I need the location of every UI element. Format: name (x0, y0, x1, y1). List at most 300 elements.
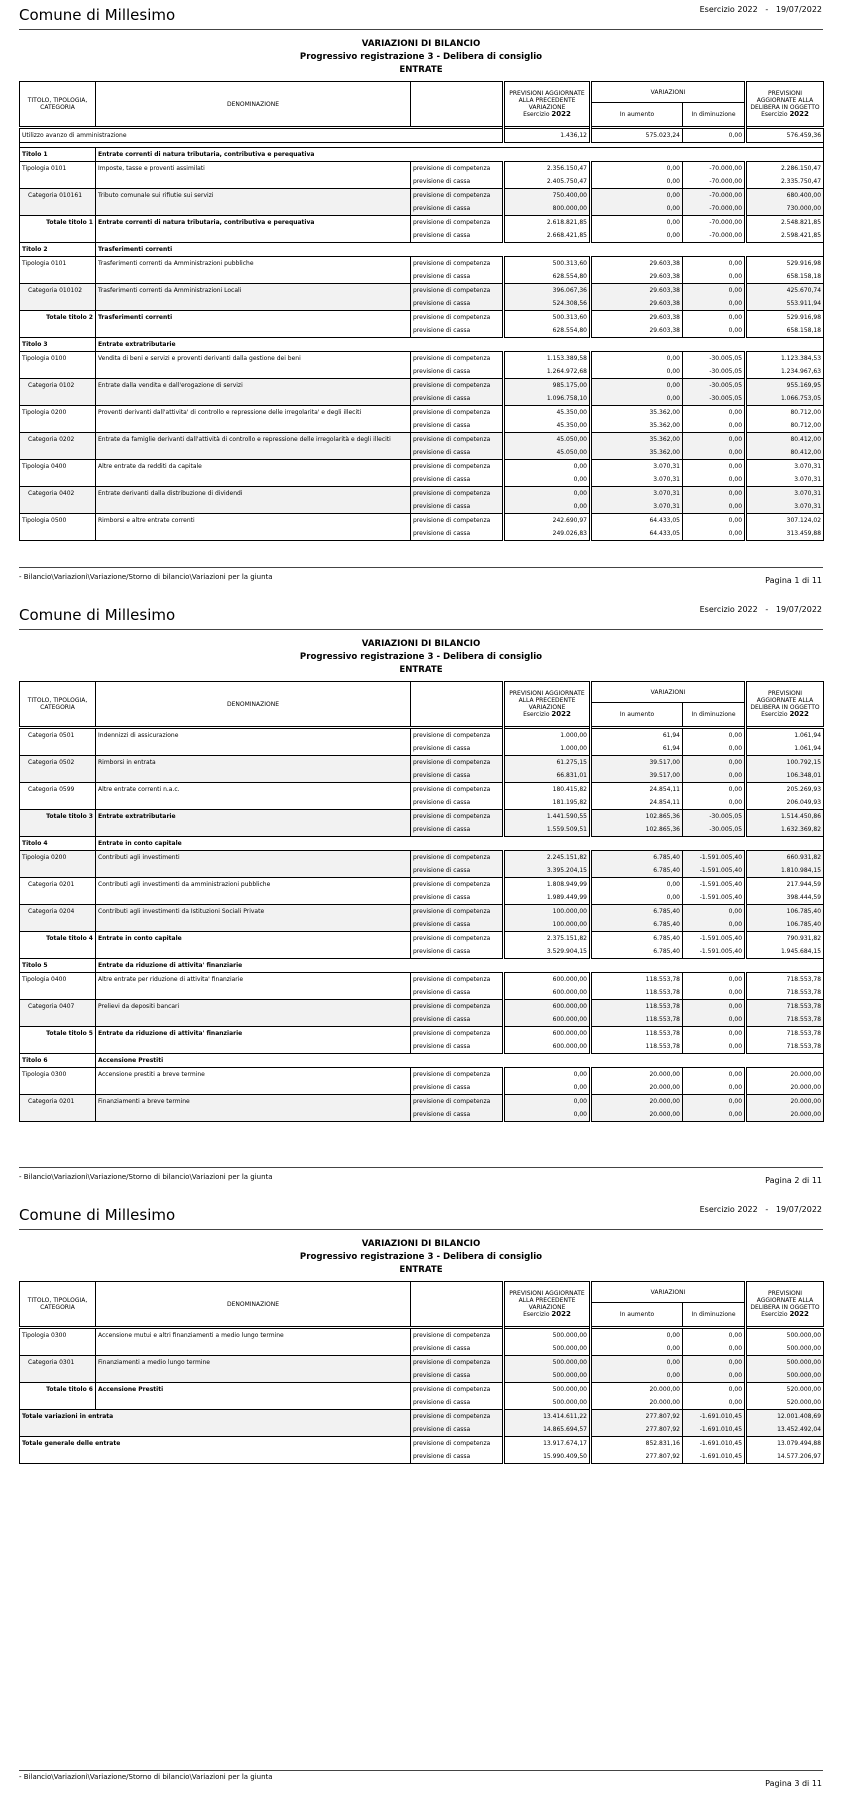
cell-prev-precedente: 600.000,00 (504, 1013, 591, 1027)
cell-in-aumento: 29.603,38 (591, 324, 683, 338)
cell-in-aumento: 0,00 (591, 1328, 683, 1343)
col-denominazione: DENOMINAZIONE (96, 682, 411, 728)
table-row (20, 487, 824, 501)
cell-in-aumento: 61,94 (591, 728, 683, 743)
table-row (20, 1000, 824, 1014)
row-label: Titolo 2 (20, 243, 96, 257)
row-label-empty (20, 742, 96, 756)
cell-in-diminuzione: 0,00 (683, 1369, 746, 1383)
row-label-empty (20, 365, 96, 379)
row-tipo-previsione: previsione di competenza (411, 1410, 504, 1424)
cell-prev-precedente: 600.000,00 (504, 1000, 591, 1014)
cell-in-aumento: 0,00 (591, 878, 683, 892)
row-denominazione: Contributi agli investimenti da Istituzioni Sociali Private (96, 905, 411, 919)
cell-in-aumento: 29.603,38 (591, 297, 683, 311)
cell-in-aumento: 35.362,00 (591, 419, 683, 433)
row-denominazione: Finanziamenti a medio lungo termine (96, 1356, 411, 1370)
table-row (20, 769, 824, 783)
cell-prev-delibera: 425.670,74 (746, 284, 824, 298)
header-divider (19, 1229, 823, 1230)
cell-in-diminuzione: 0,00 (683, 1013, 746, 1027)
cell-prev-delibera: 80.712,00 (746, 419, 824, 433)
row-label: Tipologia 0400 (20, 973, 96, 987)
cell-prev-precedente: 249.026,83 (504, 527, 591, 541)
cell-in-aumento: 0,00 (591, 216, 683, 230)
col-denominazione: DENOMINAZIONE (96, 82, 411, 128)
table-row (20, 1450, 824, 1464)
row-label-empty (20, 297, 96, 311)
cell-prev-precedente: 61.275,15 (504, 756, 591, 770)
row-label: Totale generale delle entrate (20, 1437, 411, 1451)
row-denominazione: Entrate derivanti dalla distribuzione di dividendi (96, 487, 411, 501)
cell-prev-delibera: 398.444,59 (746, 891, 824, 905)
cell-in-diminuzione: -70.000,00 (683, 175, 746, 189)
row-denominazione: Utilizzo avanzo di amministrazione (20, 128, 504, 143)
row-label-empty (20, 1369, 96, 1383)
row-tipo-previsione: previsione di cassa (411, 1342, 504, 1356)
row-label: Tipologia 0400 (20, 460, 96, 474)
row-tipo-previsione: previsione di cassa (411, 1040, 504, 1054)
cell-prev-delibera: 660.931,82 (746, 851, 824, 865)
row-tipo-previsione: previsione di competenza (411, 1356, 504, 1370)
cell-in-aumento: 118.553,78 (591, 1000, 683, 1014)
row-denominazione: Rimborsi in entrata (96, 756, 411, 770)
cell-in-diminuzione: 0,00 (683, 1342, 746, 1356)
cell-in-aumento: 3.070,31 (591, 460, 683, 474)
cell-in-diminuzione: 0,00 (683, 905, 746, 919)
table-row (20, 918, 824, 932)
row-denominazione: Accensione mutui e altri finanziamenti a medio lungo termine (96, 1328, 411, 1343)
cell-in-aumento: 24.854,11 (591, 796, 683, 810)
cell-in-diminuzione: -1.691.010,45 (683, 1410, 746, 1424)
table-row (20, 756, 824, 770)
cell-prev-precedente: 0,00 (504, 473, 591, 487)
row-tipo-previsione: previsione di cassa (411, 270, 504, 284)
cell-prev-precedente: 1.441.590,55 (504, 810, 591, 824)
cell-in-aumento: 0,00 (591, 189, 683, 203)
esercizio-date: Esercizio 2022 - 19/07/2022 (699, 1205, 822, 1214)
row-denominazione: Entrate correnti di natura tributaria, contributiva e perequativa (96, 148, 824, 162)
cell-prev-delibera: 1.066.753,05 (746, 392, 824, 406)
row-denominazione: Altre entrate per riduzione di attivita' finanziarie (96, 973, 411, 987)
table-row (20, 284, 824, 298)
cell-in-diminuzione: 0,00 (683, 433, 746, 447)
cell-in-aumento: 35.362,00 (591, 446, 683, 460)
cell-prev-delibera: 520.000,00 (746, 1396, 824, 1410)
row-denominazione: Altre entrate correnti n.a.c. (96, 783, 411, 797)
row-denominazione: Contributi agli investimenti (96, 851, 411, 865)
cell-in-diminuzione: 0,00 (683, 406, 746, 420)
table-row (20, 352, 824, 366)
row-tipo-previsione: previsione di cassa (411, 796, 504, 810)
table-row (20, 728, 824, 743)
cell-prev-precedente: 500.000,00 (504, 1328, 591, 1343)
cell-in-aumento: 852.831,16 (591, 1437, 683, 1451)
row-label-empty (20, 229, 96, 243)
row-tipo-previsione: previsione di cassa (411, 392, 504, 406)
row-label: Titolo 6 (20, 1054, 96, 1068)
row-denominazione-empty (96, 1342, 411, 1356)
cell-prev-precedente: 3.529.904,15 (504, 945, 591, 959)
row-tipo-previsione: previsione di cassa (411, 175, 504, 189)
row-tipo-previsione: previsione di cassa (411, 1013, 504, 1027)
row-label: Categoria 0599 (20, 783, 96, 797)
col-prev-delibera: PREVISIONI AGGIORNATE ALLA DELIBERA IN OGGETTO Esercizio 2022 (746, 682, 824, 728)
table-row (20, 1013, 824, 1027)
cell-in-diminuzione: 0,00 (683, 297, 746, 311)
row-denominazione-empty (96, 473, 411, 487)
cell-prev-delibera: 529.916,98 (746, 311, 824, 325)
cell-prev-precedente: 500.000,00 (504, 1369, 591, 1383)
cell-in-diminuzione: 0,00 (683, 311, 746, 325)
page-3 (0, 1200, 842, 1798)
row-denominazione: Trasferimenti correnti (96, 243, 824, 257)
cell-prev-delibera: 553.911,94 (746, 297, 824, 311)
cell-prev-precedente: 13.917.674,17 (504, 1437, 591, 1451)
footer-divider (19, 1770, 823, 1771)
page-number: Pagina 3 di 11 (765, 1779, 822, 1788)
row-tipo-previsione: previsione di competenza (411, 189, 504, 203)
row-tipo-previsione: previsione di competenza (411, 973, 504, 987)
row-label: Categoria 0501 (20, 728, 96, 743)
cell-prev-precedente: 45.050,00 (504, 433, 591, 447)
table-row (20, 270, 824, 284)
cell-in-aumento: 118.553,78 (591, 973, 683, 987)
cell-in-aumento: 64.433,05 (591, 514, 683, 528)
cell-in-aumento: 29.603,38 (591, 284, 683, 298)
row-denominazione-empty (96, 270, 411, 284)
row-label-empty (20, 1081, 96, 1095)
cell-prev-precedente: 2.356.150,47 (504, 162, 591, 176)
table-row (20, 878, 824, 892)
cell-prev-delibera: 12.001.408,69 (746, 1410, 824, 1424)
cell-prev-precedente: 180.415,82 (504, 783, 591, 797)
row-label: Totale titolo 2 (20, 311, 96, 325)
table-row (20, 527, 824, 541)
cell-in-diminuzione: -1.591.005,40 (683, 878, 746, 892)
row-tipo-previsione: previsione di competenza (411, 810, 504, 824)
cell-in-aumento: 3.070,31 (591, 500, 683, 514)
cell-prev-precedente: 1.153.389,58 (504, 352, 591, 366)
row-tipo-previsione: previsione di cassa (411, 1108, 504, 1122)
row-tipo-previsione: previsione di competenza (411, 1383, 504, 1397)
row-tipo-previsione: previsione di competenza (411, 851, 504, 865)
table-row (20, 1328, 824, 1343)
row-tipo-previsione: previsione di competenza (411, 460, 504, 474)
cell-in-aumento: 6.785,40 (591, 918, 683, 932)
row-label-empty (20, 918, 96, 932)
cell-prev-precedente: 600.000,00 (504, 973, 591, 987)
cell-prev-precedente: 600.000,00 (504, 1040, 591, 1054)
table-row (20, 810, 824, 824)
cell-in-diminuzione: 0,00 (683, 796, 746, 810)
row-denominazione-empty (96, 365, 411, 379)
col-tipo-previsione (411, 1282, 504, 1328)
table-row (20, 1027, 824, 1041)
table-row (20, 460, 824, 474)
cell-prev-delibera: 3.070,31 (746, 500, 824, 514)
cell-prev-precedente: 2.668.421,85 (504, 229, 591, 243)
table-row (20, 1437, 824, 1451)
row-label-empty (20, 527, 96, 541)
row-label: Categoria 0402 (20, 487, 96, 501)
cell-in-diminuzione: 0,00 (683, 1081, 746, 1095)
row-label-empty (20, 1423, 411, 1437)
row-label: Totale titolo 4 (20, 932, 96, 946)
cell-in-aumento: 118.553,78 (591, 986, 683, 1000)
cell-in-aumento: 20.000,00 (591, 1108, 683, 1122)
row-label: Titolo 3 (20, 338, 96, 352)
row-label: Categoria 0102 (20, 379, 96, 393)
col-variazioni: VARIAZIONI (591, 682, 746, 703)
cell-prev-precedente: 100.000,00 (504, 918, 591, 932)
table-row (20, 973, 824, 987)
row-label: Totale titolo 5 (20, 1027, 96, 1041)
cell-in-diminuzione: 0,00 (683, 1328, 746, 1343)
cell-prev-precedente: 0,00 (504, 487, 591, 501)
col-denominazione: DENOMINAZIONE (96, 1282, 411, 1328)
cell-in-aumento: 64.433,05 (591, 527, 683, 541)
cell-in-aumento: 3.070,31 (591, 473, 683, 487)
row-denominazione: Prelievi da depositi bancari (96, 1000, 411, 1014)
cell-in-aumento: 6.785,40 (591, 851, 683, 865)
cell-in-aumento: 6.785,40 (591, 905, 683, 919)
cell-prev-delibera: 718.553,78 (746, 1040, 824, 1054)
cell-in-diminuzione: -30.005,05 (683, 379, 746, 393)
doc-title: VARIAZIONI DI BILANCIO (361, 1239, 481, 1249)
cell-prev-delibera: 20.000,00 (746, 1081, 824, 1095)
cell-in-diminuzione: 0,00 (683, 1027, 746, 1041)
cell-prev-precedente: 0,00 (504, 1095, 591, 1109)
row-tipo-previsione: previsione di cassa (411, 365, 504, 379)
cell-prev-precedente: 524.308,56 (504, 297, 591, 311)
cell-in-aumento: 0,00 (591, 202, 683, 216)
cell-in-diminuzione: 0,00 (683, 460, 746, 474)
cell-in-aumento: 277.807,92 (591, 1450, 683, 1464)
row-tipo-previsione: previsione di cassa (411, 1081, 504, 1095)
table-row (20, 1423, 824, 1437)
row-label: Titolo 4 (20, 837, 96, 851)
row-denominazione-empty (96, 769, 411, 783)
row-tipo-previsione: previsione di cassa (411, 419, 504, 433)
cell-in-aumento: 20.000,00 (591, 1383, 683, 1397)
row-tipo-previsione: previsione di cassa (411, 1396, 504, 1410)
variazioni-table (19, 1281, 824, 1464)
cell-prev-precedente: 45.050,00 (504, 446, 591, 460)
cell-prev-precedente: 396.067,36 (504, 284, 591, 298)
row-label: Totale titolo 6 (20, 1383, 96, 1397)
row-tipo-previsione: previsione di competenza (411, 379, 504, 393)
row-label-empty (20, 419, 96, 433)
cell-in-aumento: 20.000,00 (591, 1068, 683, 1082)
doc-title: VARIAZIONI DI BILANCIO (361, 39, 481, 49)
row-denominazione: Entrate in conto capitale (96, 837, 824, 851)
row-denominazione: Accensione prestiti a breve termine (96, 1068, 411, 1082)
row-tipo-previsione: previsione di competenza (411, 487, 504, 501)
cell-prev-precedente: 800.000,00 (504, 202, 591, 216)
cell-in-aumento: 0,00 (591, 1356, 683, 1370)
header-divider (19, 629, 823, 630)
cell-prev-delibera: 1.945.684,15 (746, 945, 824, 959)
row-denominazione-empty (96, 823, 411, 837)
document-titles (19, 638, 823, 677)
cell-in-aumento: 102.865,36 (591, 823, 683, 837)
cell-in-aumento: 0,00 (591, 891, 683, 905)
cell-in-aumento: 0,00 (591, 1369, 683, 1383)
row-denominazione-empty (96, 175, 411, 189)
table-row (20, 473, 824, 487)
cell-prev-delibera: 80.412,00 (746, 433, 824, 447)
doc-subtitle: Progressivo registrazione 3 - Delibera di consiglio (299, 1252, 543, 1262)
row-denominazione: Trasferimenti correnti da Amministrazioni Locali (96, 284, 411, 298)
row-denominazione: Imposte, tasse e proventi assimilati (96, 162, 411, 176)
row-label-empty (20, 392, 96, 406)
cell-in-diminuzione: 0,00 (683, 419, 746, 433)
row-tipo-previsione: previsione di cassa (411, 986, 504, 1000)
cell-prev-precedente: 628.554,80 (504, 270, 591, 284)
row-tipo-previsione: previsione di cassa (411, 229, 504, 243)
cell-prev-delibera: 2.548.821,85 (746, 216, 824, 230)
cell-prev-delibera: 2.335.750,47 (746, 175, 824, 189)
table-row (20, 419, 824, 433)
row-label: Totale variazioni in entrata (20, 1410, 411, 1424)
row-tipo-previsione: previsione di competenza (411, 257, 504, 271)
table-row (20, 128, 824, 143)
titolo-row (20, 837, 824, 851)
cell-in-aumento: 3.070,31 (591, 487, 683, 501)
cell-prev-delibera: 206.049,93 (746, 796, 824, 810)
cell-prev-delibera: 313.459,88 (746, 527, 824, 541)
table-row (20, 905, 824, 919)
row-denominazione-empty (96, 945, 411, 959)
col-prev-precedente: PREVISIONI AGGIORNATE ALLA PRECEDENTE VARIAZIONE Esercizio 2022 (504, 1282, 591, 1328)
cell-in-aumento: 35.362,00 (591, 433, 683, 447)
row-label-empty (20, 324, 96, 338)
cell-in-aumento: 39.517,00 (591, 756, 683, 770)
row-tipo-previsione: previsione di competenza (411, 1068, 504, 1082)
cell-prev-delibera: 106.785,40 (746, 905, 824, 919)
table-row (20, 257, 824, 271)
cell-prev-delibera: 718.553,78 (746, 973, 824, 987)
row-denominazione: Entrate extratributarie (96, 338, 824, 352)
cell-in-diminuzione: 0,00 (683, 324, 746, 338)
cell-prev-delibera: 718.553,78 (746, 1013, 824, 1027)
table-row (20, 365, 824, 379)
col-titolo: TITOLO, TIPOLOGIA, CATEGORIA (20, 682, 96, 728)
row-denominazione-empty (96, 446, 411, 460)
cell-prev-delibera: 1.632.369,82 (746, 823, 824, 837)
cell-prev-delibera: 80.712,00 (746, 406, 824, 420)
table-row (20, 1040, 824, 1054)
row-denominazione: Trasferimenti correnti (96, 311, 411, 325)
cell-in-diminuzione: -30.005,05 (683, 823, 746, 837)
row-denominazione-empty (96, 1369, 411, 1383)
cell-prev-delibera: 500.000,00 (746, 1369, 824, 1383)
cell-in-diminuzione: -70.000,00 (683, 229, 746, 243)
table-row (20, 1095, 824, 1109)
cell-in-diminuzione: 0,00 (683, 742, 746, 756)
cell-in-aumento: 20.000,00 (591, 1396, 683, 1410)
table-row (20, 392, 824, 406)
cell-prev-delibera: 20.000,00 (746, 1068, 824, 1082)
row-tipo-previsione: previsione di competenza (411, 1027, 504, 1041)
table-row (20, 406, 824, 420)
col-prev-precedente: PREVISIONI AGGIORNATE ALLA PRECEDENTE VARIAZIONE Esercizio 2022 (504, 82, 591, 128)
row-label: Tipologia 0100 (20, 352, 96, 366)
footer-divider (19, 567, 823, 568)
row-label-empty (20, 270, 96, 284)
table-row (20, 742, 824, 756)
cell-prev-delibera: 20.000,00 (746, 1095, 824, 1109)
cell-in-diminuzione: -30.005,05 (683, 810, 746, 824)
cell-prev-delibera: 2.286.150,47 (746, 162, 824, 176)
cell-in-aumento: 0,00 (591, 229, 683, 243)
cell-prev-precedente: 2.405.750,47 (504, 175, 591, 189)
col-in-diminuzione: In diminuzione (683, 103, 746, 128)
cell-prev-precedente: 242.690,97 (504, 514, 591, 528)
row-denominazione-empty (96, 742, 411, 756)
table-row (20, 1342, 824, 1356)
cell-prev-delibera: 500.000,00 (746, 1356, 824, 1370)
cell-prev-precedente: 500.000,00 (504, 1383, 591, 1397)
table-row (20, 1108, 824, 1122)
cell-prev-precedente: 600.000,00 (504, 986, 591, 1000)
row-tipo-previsione: previsione di competenza (411, 932, 504, 946)
table-row (20, 945, 824, 959)
row-denominazione: Accensione Prestiti (96, 1383, 411, 1397)
table-row (20, 1081, 824, 1095)
row-label-empty (20, 986, 96, 1000)
col-variazioni: VARIAZIONI (591, 1282, 746, 1303)
doc-subtitle: Progressivo registrazione 3 - Delibera di consiglio (299, 52, 543, 62)
table-row (20, 297, 824, 311)
row-label: Categoria 0407 (20, 1000, 96, 1014)
cell-prev-delibera: 100.792,15 (746, 756, 824, 770)
row-label: Titolo 5 (20, 959, 96, 973)
cell-prev-delibera: 1.514.450,86 (746, 810, 824, 824)
cell-prev-precedente: 500.000,00 (504, 1396, 591, 1410)
row-tipo-previsione: previsione di cassa (411, 769, 504, 783)
row-denominazione: Contributi agli investimenti da amministrazioni pubbliche (96, 878, 411, 892)
cell-in-diminuzione: 0,00 (683, 1000, 746, 1014)
cell-in-aumento: 277.807,92 (591, 1423, 683, 1437)
row-denominazione: Altre entrate da redditi da capitale (96, 460, 411, 474)
row-label: Categoria 0202 (20, 433, 96, 447)
row-denominazione: Finanziamenti a breve termine (96, 1095, 411, 1109)
cell-prev-precedente: 600.000,00 (504, 1027, 591, 1041)
cell-prev-precedente: 500.000,00 (504, 1342, 591, 1356)
doc-section: ENTRATE (399, 65, 443, 75)
row-denominazione: Entrate da riduzione di attivita' finanziarie (96, 1027, 411, 1041)
cell-prev-precedente: 1.989.449,99 (504, 891, 591, 905)
row-denominazione: Entrate in conto capitale (96, 932, 411, 946)
row-label-empty (20, 1013, 96, 1027)
cell-prev-precedente: 500.000,00 (504, 1356, 591, 1370)
titolo-row (20, 1054, 824, 1068)
titolo-row (20, 148, 824, 162)
cell-prev-delibera: 3.070,31 (746, 460, 824, 474)
row-label: Categoria 010161 (20, 189, 96, 203)
row-label-empty (20, 1396, 96, 1410)
row-tipo-previsione: previsione di cassa (411, 1369, 504, 1383)
row-denominazione-empty (96, 986, 411, 1000)
cell-in-diminuzione: 0,00 (683, 769, 746, 783)
row-label-empty (20, 446, 96, 460)
row-tipo-previsione: previsione di competenza (411, 216, 504, 230)
table-row (20, 189, 824, 203)
table-row (20, 446, 824, 460)
row-tipo-previsione: previsione di cassa (411, 297, 504, 311)
